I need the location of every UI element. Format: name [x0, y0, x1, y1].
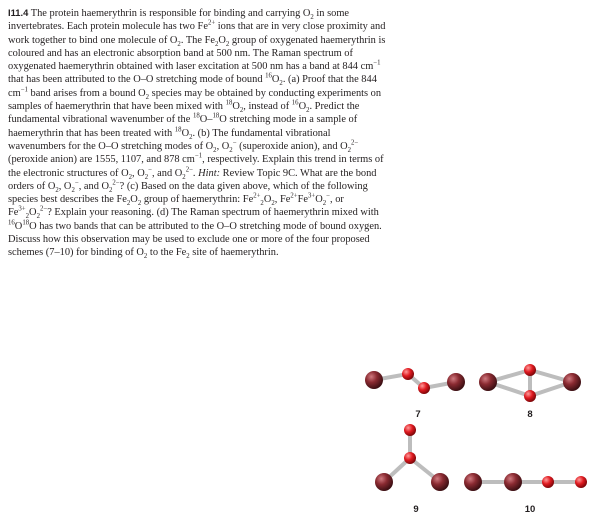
problem-text-segment: , O	[58, 180, 72, 192]
problem-text-segment: O	[218, 34, 226, 46]
problem-text-segment: O	[14, 220, 23, 232]
problem-text-segment: −	[326, 192, 330, 200]
problem-text-segment: . (b) The fundamental vibrational wavenumbers for the O–O stretching modes of O	[8, 127, 331, 152]
problem-text-segment: Review Topic 9C. What are the bond orders of O	[8, 167, 377, 192]
problem-text	[8, 6, 388, 260]
problem-text-segment: 3+	[18, 205, 26, 213]
problem-text-segment: −1	[20, 86, 28, 94]
problem-text-segment: The protein haemerythrin is responsible for binding and carrying	[30, 8, 303, 19]
structure-label-10: 10	[524, 504, 536, 515]
problem-text-segment: 2	[182, 173, 186, 181]
problem-text-segment: species may be obtained by conducting experiments on samples of haemerythrin that have been mixed with	[8, 87, 382, 113]
problem-text-segment: −1	[373, 59, 381, 67]
problem-text-segment: 18	[212, 112, 220, 120]
problem-text-segment: , instead of	[243, 101, 292, 113]
problem-text-segment: −	[148, 166, 152, 174]
problem-text-segment: (superoxide anion), and O	[236, 140, 348, 152]
problem-text-segment: O–	[199, 114, 213, 126]
problem-text-segment: O	[181, 127, 190, 139]
problem-text-segment: band arises from a bound O	[27, 87, 146, 99]
problem-text-segment: 2−	[112, 179, 120, 187]
problem-text-segment: 2	[271, 200, 275, 208]
problem-text-segment: 18	[192, 112, 200, 120]
problem-text-segment: 2+	[253, 192, 261, 200]
problem-text-segment: ,	[274, 194, 280, 206]
problem-text-segment: 2	[189, 133, 193, 141]
structure-label-9: 9	[413, 504, 419, 515]
problem-text-segment: ? (c) Based on the data given above, which of the following species best describes the Fe	[8, 180, 368, 206]
problem-text-segment: , respectively. Explain this trend in terms of the electronic structures of O	[8, 154, 384, 179]
problem-text-segment: to the Fe	[147, 247, 187, 259]
problem-text-segment: in some invertebrates. Each protein molecule has two Fe	[8, 8, 350, 33]
oxygen-atom	[524, 390, 536, 402]
oxygen-atom	[542, 476, 554, 488]
iron-atom	[504, 473, 522, 491]
problem-text-segment: 2	[229, 147, 233, 155]
problem-text-segment: 2	[145, 93, 150, 101]
problem-text-segment: O stretching mode in a sample of haemerythrin that has been treated with	[8, 114, 358, 139]
problem-text-segment: O has two bands that can be attributed to the O–O stretching mode of bound oxygen. Discuss how this observation may be used to exclude one or more of the four proposed schemes (7–10) for binding of O	[8, 220, 382, 259]
problem-text-segment: O	[263, 194, 272, 206]
problem-text-segment: 18	[225, 99, 233, 107]
iron-atom	[447, 373, 465, 391]
oxygen-atom	[524, 364, 536, 376]
problem-text-segment: group of haemerythrin: Fe	[141, 194, 254, 206]
problem-number: I11.4	[8, 7, 29, 18]
problem-text-segment: . (a) Proof that the 844 cm	[8, 74, 377, 99]
problem-text-segment: O	[302, 8, 311, 19]
problem-text-segment: O	[29, 207, 37, 219]
problem-text-segment: 2	[239, 107, 244, 115]
oxygen-atom	[418, 382, 430, 394]
problem-text-segment: 16	[291, 99, 299, 107]
problem-text-segment: , or Fe	[8, 194, 344, 219]
problem-text-segment: 2	[186, 253, 190, 261]
problem-text-segment: Hint:	[198, 167, 221, 179]
problem-text-segment: 16	[265, 73, 272, 81]
problem-text-segment: ions that are in very close proximity and work together to bind one molecule of	[8, 21, 386, 46]
iron-atom	[365, 371, 383, 389]
problem-text-segment: Fe	[297, 194, 308, 206]
iron-atom	[375, 473, 393, 491]
problem-text-segment: 2	[36, 213, 40, 221]
problem-text-segment: , and O	[151, 167, 183, 179]
problem-text-segment: 16	[8, 219, 15, 227]
problem-text-segment: 2	[144, 173, 149, 181]
problem-text-segment: . The Fe	[180, 34, 215, 46]
problem-text-segment: site of haemerythrin.	[189, 247, 279, 259]
problem-text-segment: 2	[306, 107, 310, 115]
problem-text-segment: , and O	[78, 180, 109, 192]
problem-text-segment: 2+	[290, 192, 298, 200]
problem-text-segment: −1	[194, 152, 203, 160]
problem-text-segment: 2	[71, 186, 75, 194]
problem-text-segment: .	[192, 167, 199, 179]
problem-text-segment: 2	[143, 253, 148, 261]
problem-text-segment: 2	[213, 147, 217, 155]
problem-text-segment: , O	[132, 167, 145, 179]
problem-text-segment: 2	[126, 200, 131, 208]
oxygen-atom	[404, 452, 416, 464]
problem-text-segment: 2	[25, 213, 30, 221]
structure-9	[375, 424, 449, 515]
iron-atom	[479, 373, 497, 391]
problem-text-segment: 2	[347, 147, 352, 155]
problem-text-segment: that has been attributed to the O–O stretching mode of bound	[8, 74, 266, 86]
problem-text-segment: 2	[310, 14, 314, 22]
iron-atom	[563, 373, 581, 391]
iron-atom	[431, 473, 449, 491]
problem-text-segment: ? Explain your reasoning. (d) The Raman spectrum of haemerythrin mixed with	[47, 207, 379, 219]
problem-text-segment: 2	[260, 200, 264, 208]
problem-text-segment: O	[271, 74, 280, 86]
problem-text-segment: O	[130, 194, 138, 206]
problem-text-segment: 2−	[351, 139, 359, 147]
problem-text-segment: . Predict the fundamental vibrational wavenumber of the	[8, 101, 360, 126]
iron-atom	[464, 473, 482, 491]
problem-text-segment: O	[315, 194, 323, 206]
problem-text-segment: 2	[177, 40, 181, 48]
problem-text-segment: 2	[137, 200, 142, 208]
problem-text-segment: 2	[279, 80, 283, 88]
problem-text-segment: −	[74, 179, 79, 187]
problem-text-segment: group of oxygenated haemerythrin is coloured and has an electronic absorption band at 500 nm. The Raman spectrum of oxygenated haemerythrin obtained with laser excitation at 500 nm has a band at 844 cm	[8, 34, 386, 73]
problem-text-segment: 2	[109, 186, 113, 194]
oxygen-atom	[402, 368, 414, 380]
problem-text-segment: 2	[225, 40, 230, 48]
problem-text-segment: 2+	[207, 19, 216, 27]
problem-text-segment: Fe	[279, 194, 291, 206]
problem-body	[8, 8, 386, 261]
problem-text-segment: O	[232, 101, 240, 113]
problem-text-segment: 2−	[185, 166, 193, 174]
structure-10	[464, 473, 587, 515]
problem-text-segment: 2	[214, 40, 219, 48]
problem-text-segment: 2	[128, 173, 133, 181]
problem-text-segment: 3+	[308, 192, 316, 200]
oxygen-atom	[404, 424, 416, 436]
problem-text-segment: , O	[216, 140, 230, 152]
oxygen-atom	[575, 476, 587, 488]
problem-text-segment: −	[232, 139, 237, 147]
problem-text-segment: (peroxide anion) are 1555, 1107, and 878 cm	[8, 154, 195, 166]
structure-label-7: 7	[415, 409, 421, 420]
structure-label-8: 8	[527, 409, 533, 420]
problem-text-segment: 2	[322, 200, 327, 208]
problem-text-segment: O	[169, 34, 178, 46]
problem-text-segment: 2−	[39, 205, 48, 213]
structure-8	[479, 364, 581, 420]
problem-text-segment: 18	[174, 126, 182, 134]
structure-7	[365, 368, 465, 420]
binding-schemes-figure	[340, 352, 603, 527]
problem-text-segment: 2	[55, 186, 59, 194]
problem-text-segment: O	[298, 101, 307, 113]
problem-text-segment: 18	[22, 219, 30, 227]
